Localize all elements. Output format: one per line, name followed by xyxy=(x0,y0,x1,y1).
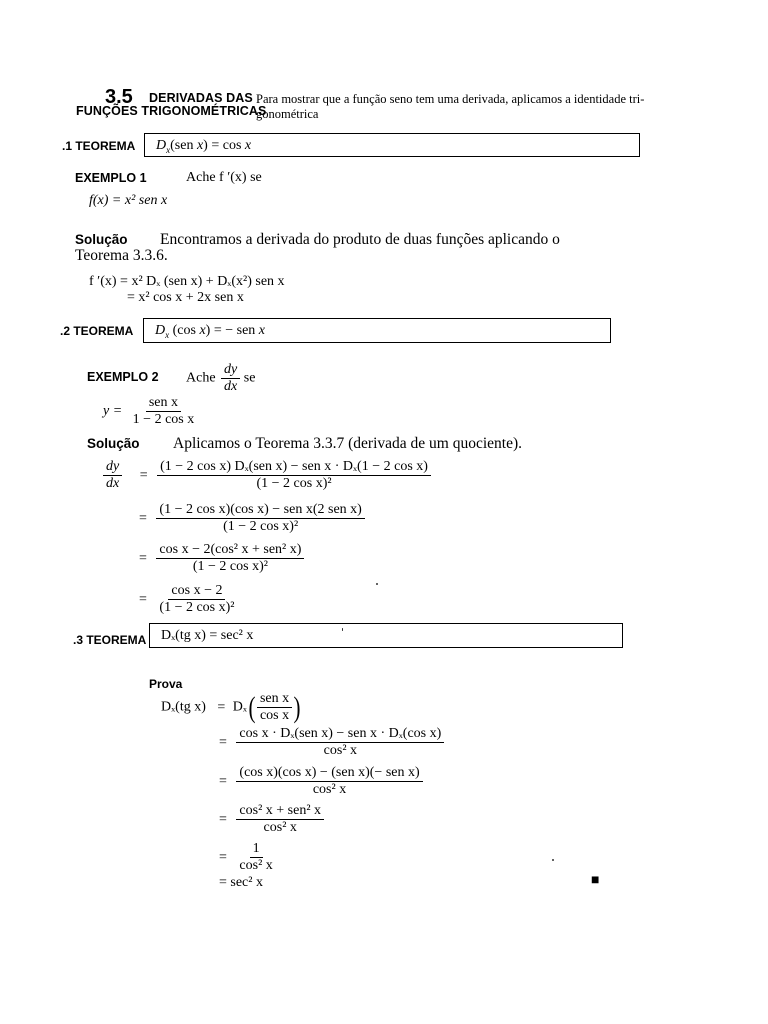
example2-step3-frac xyxy=(156,542,304,575)
example2-step2-den: (1 − 2 cos x)² xyxy=(223,519,299,534)
right-paren-icon: ) xyxy=(293,690,301,724)
proof-step3-den: cos² x xyxy=(312,782,347,797)
example2-step2-num: (1 − 2 cos x)(cos x) − sen x(2 sen x) xyxy=(156,502,364,519)
example2-prompt-frac-den: dx xyxy=(224,379,238,394)
equals-sign: = xyxy=(139,510,147,526)
example1-function: f(x) = x² sen x xyxy=(89,193,168,208)
proof-step3 xyxy=(219,765,423,798)
proof-step2-num: cos x · Dₓ(sen x) − sen x · Dₓ(cos x) xyxy=(236,726,444,743)
example2-step1-frac xyxy=(157,459,431,492)
theorem1-box xyxy=(144,133,640,157)
example2-step1-num: (1 − 2 cos x) Dₓ(sen x) − sen x · Dₓ(1 − 2 cos x) xyxy=(157,459,431,476)
example2-y-frac xyxy=(130,395,198,428)
proof-first-frac xyxy=(257,691,292,724)
example2-prompt-frac xyxy=(221,362,240,395)
proof-step6: = sec² x xyxy=(219,875,263,890)
proof-step4-frac xyxy=(236,803,324,836)
example1-solution-text-line2: Teorema 3.3.6. xyxy=(75,247,168,264)
equals-sign: = xyxy=(219,849,227,865)
example2-prompt-after: se xyxy=(243,370,256,386)
proof-first-num: sen x xyxy=(257,691,292,708)
example2-y-eq xyxy=(103,395,197,428)
proof-step4-den: cos² x xyxy=(263,820,297,835)
proof-step4 xyxy=(219,803,324,836)
scan-speck xyxy=(552,859,554,861)
proof-label: Prova xyxy=(149,677,183,691)
example2-lhs-num: dy xyxy=(103,459,122,476)
equals-sign: = xyxy=(219,734,227,750)
example2-prompt xyxy=(186,362,255,395)
theorem1-formula: $D_x(sen$ x) = cos x xyxy=(156,138,252,155)
scan-speck xyxy=(342,628,343,631)
equals-sign: = xyxy=(219,773,227,789)
theorem2-formula: $D_x$ (cos x) = − sen x xyxy=(155,323,266,340)
example2-step1 xyxy=(103,459,431,492)
section-title-line1: DERIVADAS DAS xyxy=(149,91,253,105)
proof-step2-den: cos² x xyxy=(323,743,358,758)
example2-step4 xyxy=(139,583,238,616)
example2-y-den: 1 − 2 cos x xyxy=(132,412,195,427)
section-intro-line1: Para mostrar que a função seno tem uma derivada, aplicamos a identidade tri- xyxy=(256,92,645,106)
example2-step4-den: (1 − 2 cos x)² xyxy=(159,600,235,615)
example1-solution-label: Solução xyxy=(75,232,128,247)
proof-step5-frac xyxy=(236,841,275,874)
example1-prompt: Ache f ′(x) se xyxy=(186,170,262,185)
example2-y-num: sen x xyxy=(146,395,181,412)
equals-sign: = xyxy=(139,467,148,483)
example1-solution-text-line1: Encontramos a derivada do produto de duas funções aplicando o xyxy=(160,231,560,248)
example2-step3 xyxy=(139,542,304,575)
theorem1-label: .1 TEOREMA xyxy=(62,139,136,153)
proof-step1 xyxy=(161,691,302,724)
theorem3-label: .3 TEOREMA xyxy=(73,633,147,647)
section-intro-line2: gonométrica xyxy=(256,107,319,121)
proof-step2 xyxy=(219,726,444,759)
example2-y-lhs: y = xyxy=(103,403,123,419)
example2-step2-frac xyxy=(156,502,364,535)
example2-step1-den: (1 − 2 cos x)² xyxy=(256,476,332,491)
example2-step2 xyxy=(139,502,365,535)
end-of-proof-icon: ■ xyxy=(591,873,600,888)
example2-step3-num: cos x − 2(cos² x + sen² x) xyxy=(156,542,304,559)
section-number: 3.5 xyxy=(105,86,133,108)
section-intro xyxy=(256,92,686,122)
example2-label: EXEMPLO 2 xyxy=(87,370,159,384)
example2-lhs-den: dx xyxy=(106,476,120,491)
proof-first-op: Dₓ xyxy=(232,699,247,715)
example2-lhs-frac xyxy=(103,459,122,492)
equals-sign: = xyxy=(217,699,226,715)
proof-lhs: Dₓ(tg x) xyxy=(161,699,206,715)
theorem2-box xyxy=(143,318,611,343)
theorem3-formula: Dₓ(tg x) = sec² x xyxy=(161,628,254,643)
equals-sign: = xyxy=(139,550,147,566)
equals-sign: = xyxy=(219,811,227,827)
section-title-line2: FUNÇÕES TRIGONOMÉTRICAS xyxy=(76,104,267,118)
proof-step2-frac xyxy=(236,726,444,759)
left-paren-icon: ( xyxy=(248,690,256,724)
proof-step4-num: cos² x + sen² x xyxy=(236,803,324,820)
proof-step3-frac xyxy=(236,765,422,798)
example1-label: EXEMPLO 1 xyxy=(75,171,147,185)
example1-step2: = x² cos x + 2x sen x xyxy=(127,290,244,305)
proof-step5 xyxy=(219,841,276,874)
proof-step5-num: 1 xyxy=(250,841,263,858)
proof-first-den: cos x xyxy=(259,708,290,723)
proof-step5-den: cos² x xyxy=(239,858,273,873)
example2-step4-frac xyxy=(156,583,237,616)
equals-sign: = xyxy=(139,591,147,607)
example2-solution-label: Solução xyxy=(87,436,140,451)
proof-step3-num: (cos x)(cos x) − (sen x)(− sen x) xyxy=(236,765,422,782)
example2-prompt-before: Ache xyxy=(186,370,216,386)
example2-step4-num: cos x − 2 xyxy=(168,583,225,600)
theorem3-box xyxy=(149,623,623,648)
example2-solution-text: Aplicamos o Teorema 3.3.7 (derivada de um quociente). xyxy=(173,435,522,452)
example1-step1: f ′(x) = x² Dₓ (sen x) + Dₓ(x²) sen x xyxy=(89,274,285,289)
example2-step3-den: (1 − 2 cos x)² xyxy=(192,559,268,574)
scan-speck xyxy=(376,583,378,585)
theorem2-label: .2 TEOREMA xyxy=(60,324,134,338)
example2-prompt-frac-num: dy xyxy=(221,362,240,379)
